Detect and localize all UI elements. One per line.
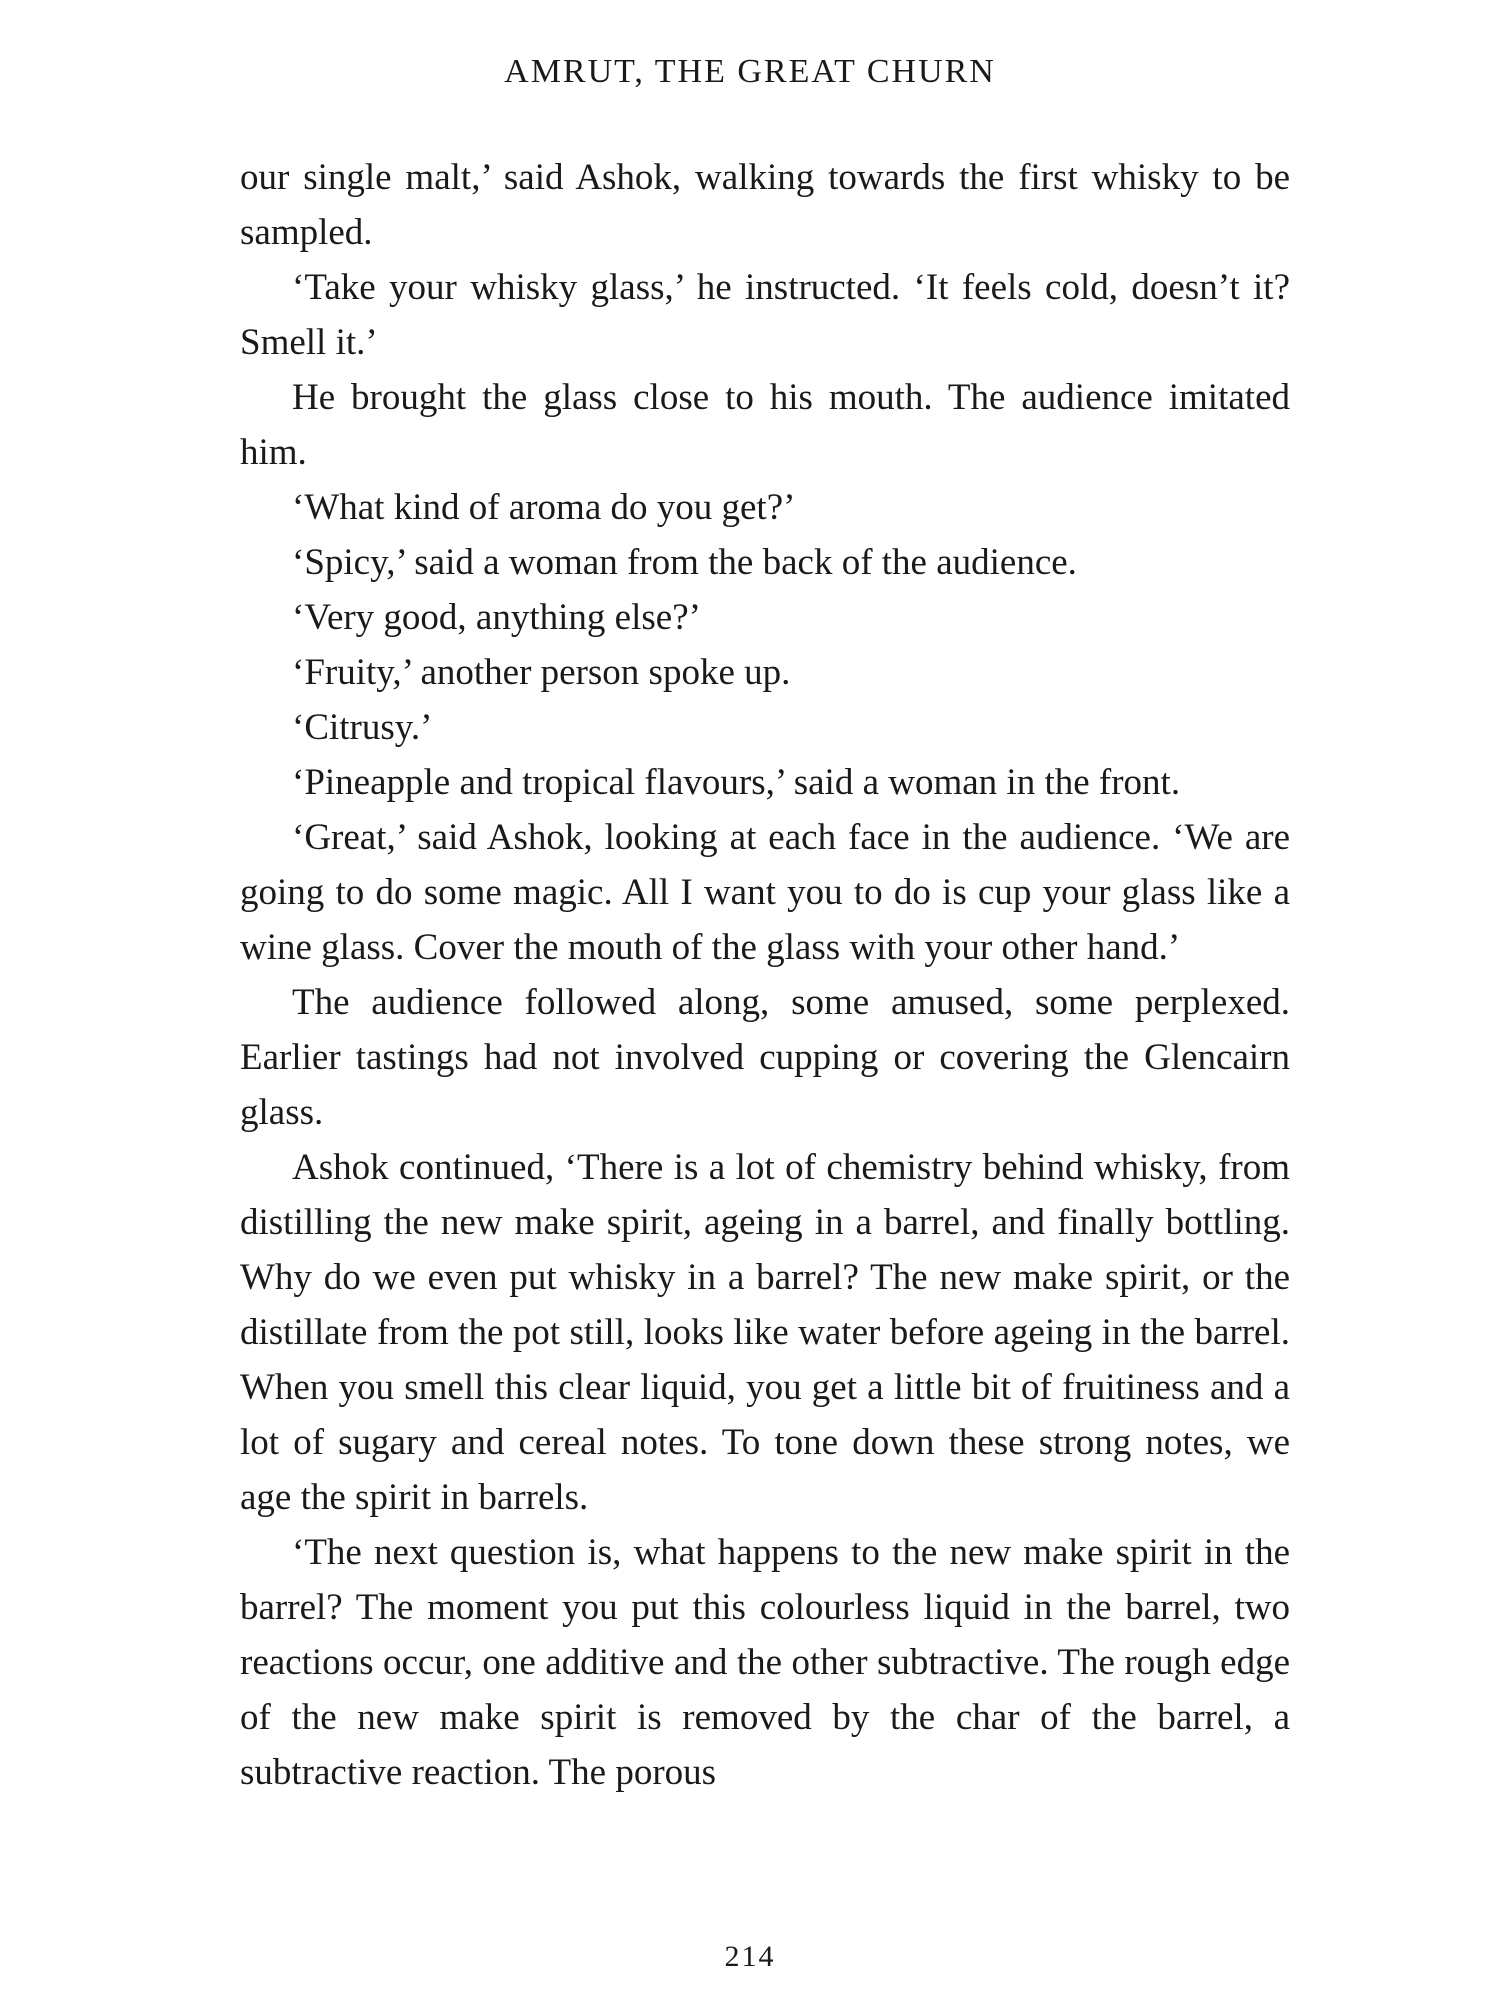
paragraph: ‘Take your whisky glass,’ he instructed. ‘It feels cold, doesn’t it? Smell it.’ [240,267,1290,363]
paragraph: ‘What kind of aroma do you get?’ [292,487,796,528]
paragraph: our single malt,’ said Ashok, walking towards the first whisky to be sampled. [240,157,1290,253]
running-head: AMRUT, THE GREAT CHURN [504,53,996,90]
paragraph: ‘The next question is, what happens to the new make spirit in the barrel? The moment you put this colourless liquid in the barrel, two reactions occur, one additive and the other subtractive. The rough edge of the new make spirit is removed by the char of the barrel, a subtractive reaction. The porous [240,1532,1290,1793]
paragraph: Ashok continued, ‘There is a lot of chemistry behind whisky, from distilling the new make spirit, ageing in a barrel, and finally bottling. Why do we even put whisky in a barrel? The new make spirit, or the distillate from the pot still, looks like water before ageing in the barrel. When you smell this clear liquid, you get a little bit of fruitiness and a lot of sugary and cereal notes. To tone down these strong notes, we age the spirit in barrels. [240,1147,1290,1518]
paragraph: ‘Very good, anything else?’ [292,597,701,638]
paragraph: ‘Great,’ said Ashok, looking at each face in the audience. ‘We are going to do some magic. All I want you to do is cup your glass like a wine glass. Cover the mouth of the glass with your other hand.’ [240,817,1290,968]
page-number: 214 [724,1940,776,1973]
paragraph: ‘Citrusy.’ [292,707,433,748]
paragraph: The audience followed along, some amused, some perplexed. Earlier tastings had not involved cupping or covering the Glencairn glass. [240,982,1290,1133]
paragraph: ‘Spicy,’ said a woman from the back of the audience. [292,542,1077,583]
paragraph: ‘Fruity,’ another person spoke up. [292,652,791,693]
paragraph: He brought the glass close to his mouth. The audience imitated him. [240,377,1290,473]
body-text [240,150,1290,1800]
paragraph: ‘Pineapple and tropical flavours,’ said a woman in the front. [292,762,1181,803]
